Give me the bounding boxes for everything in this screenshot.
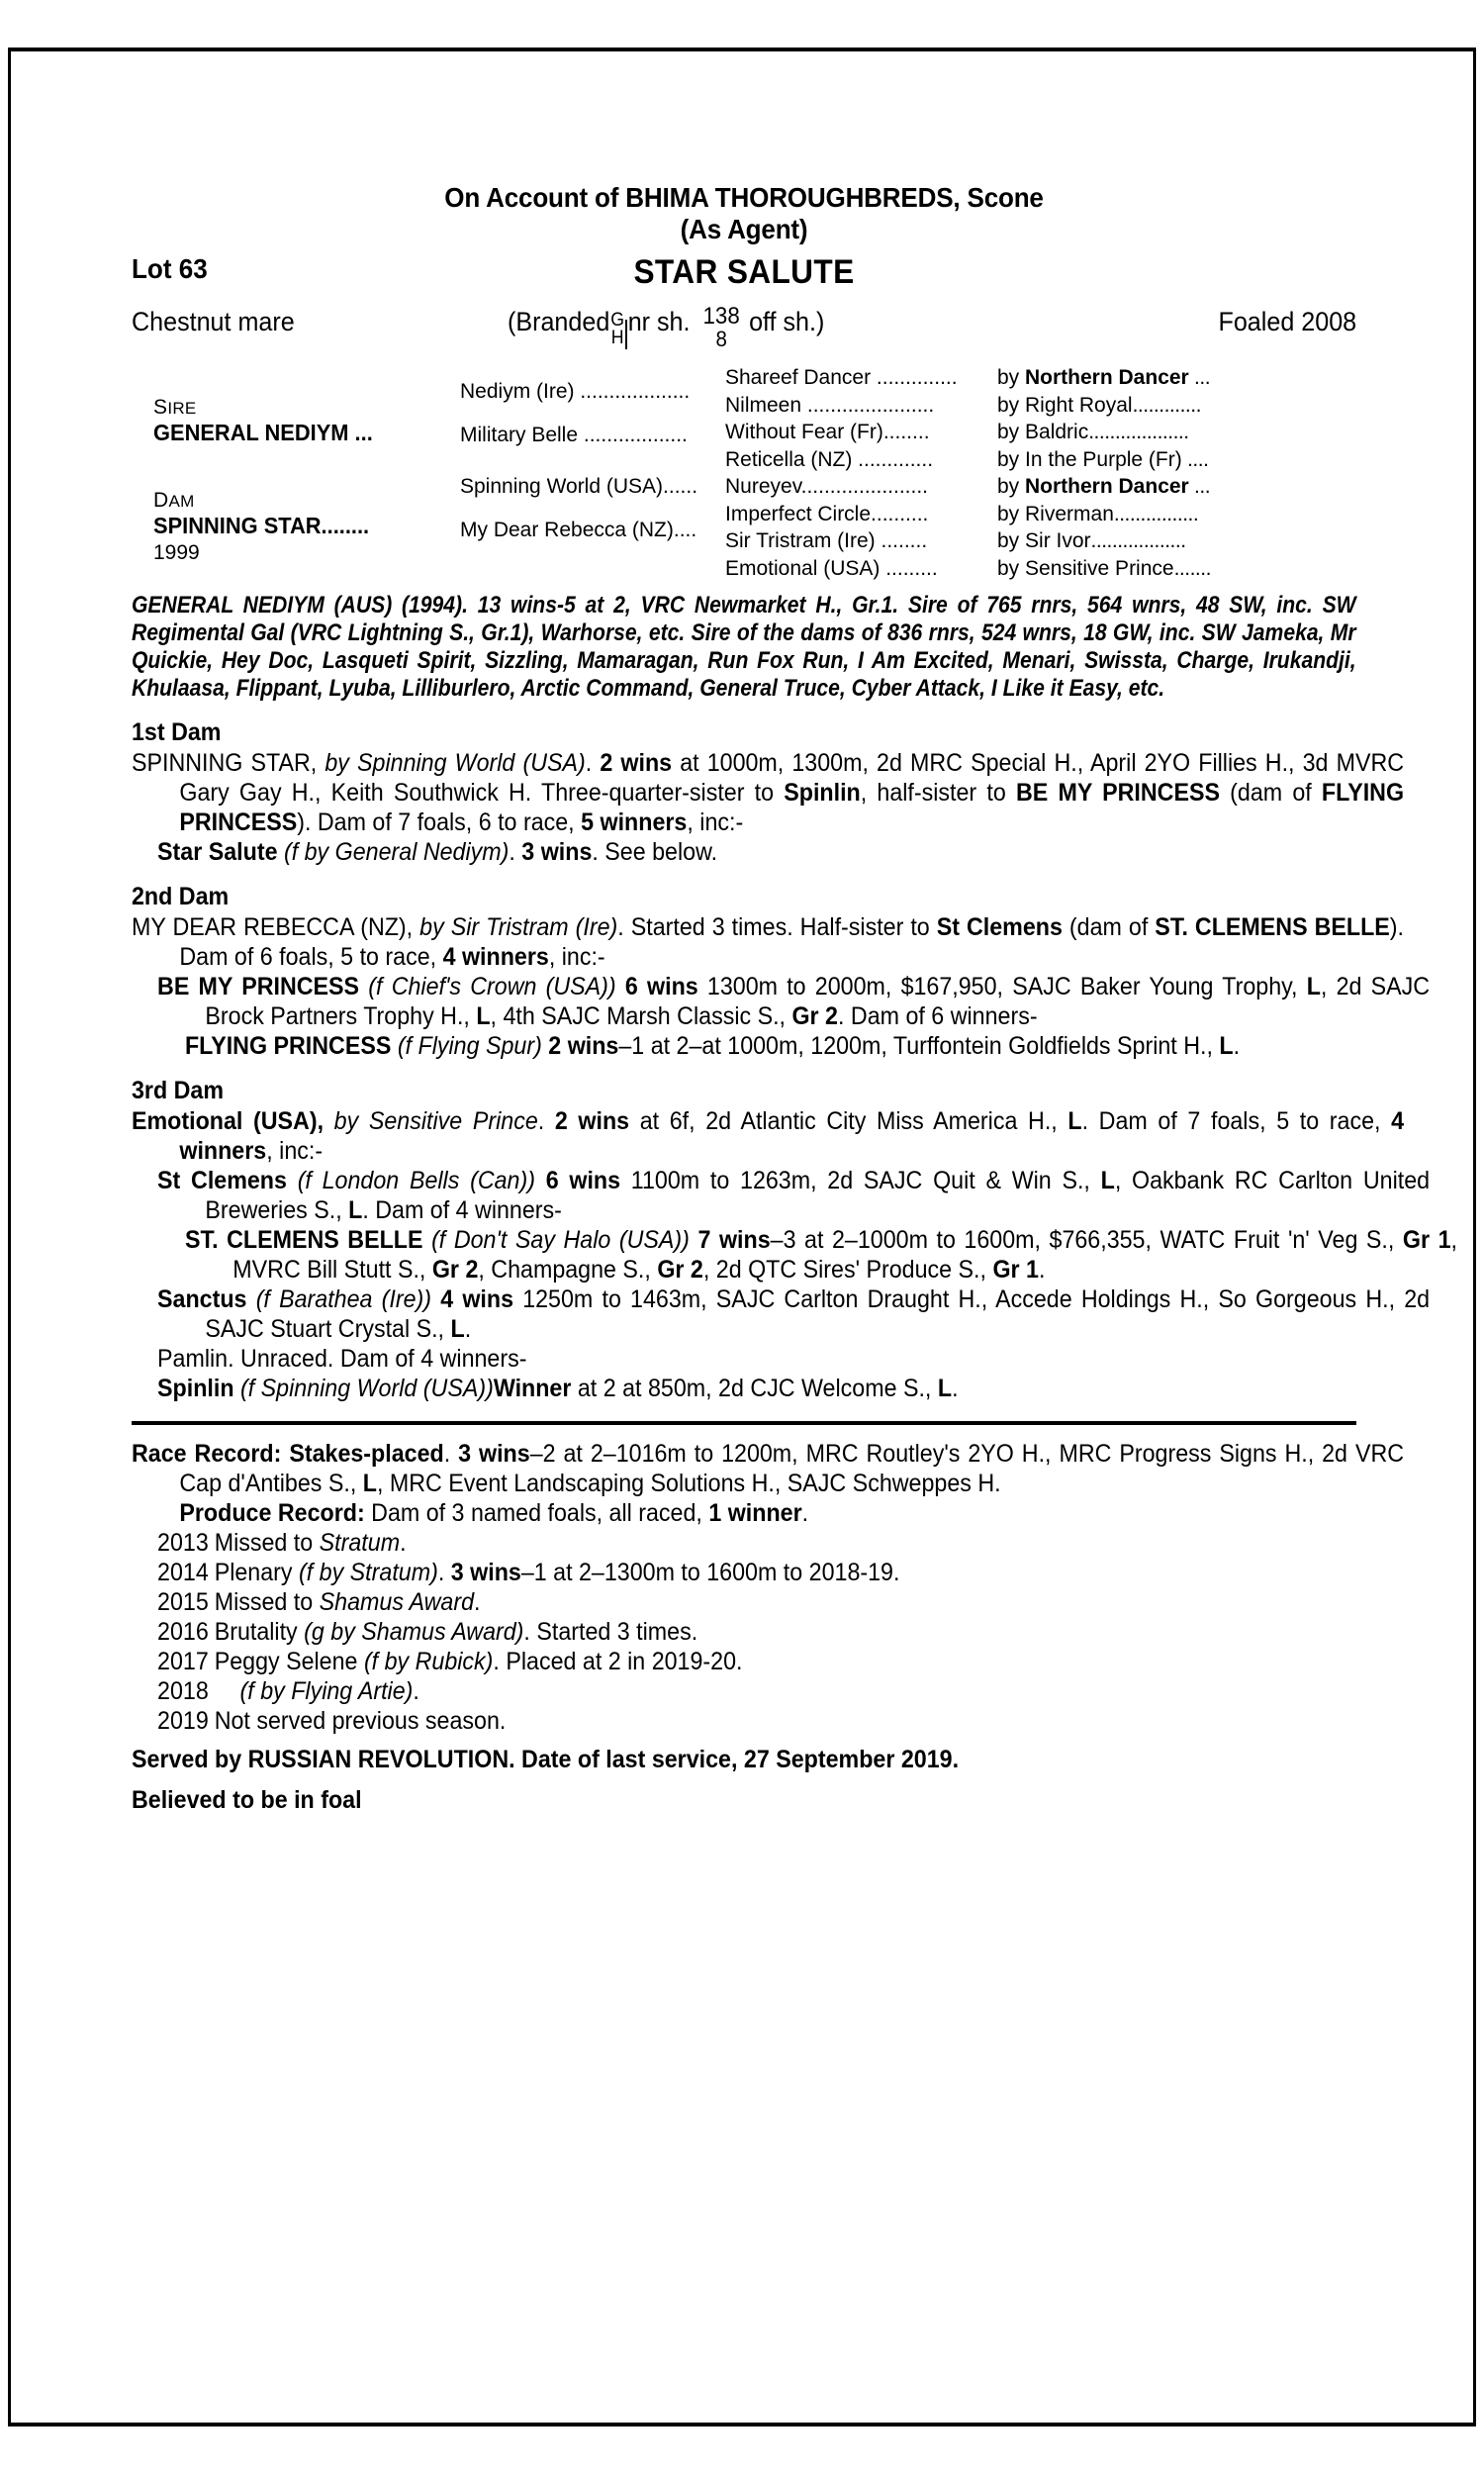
first-dam-heading: 1st Dam xyxy=(132,717,222,746)
t: . Started 3 times. Half-sister to xyxy=(617,912,937,941)
produce-record-paragraph xyxy=(132,1498,1404,1528)
ggp-dots: ................... xyxy=(1088,421,1189,444)
ggp-sire-line xyxy=(997,475,1356,499)
ggp-sire: Sensitive Prince xyxy=(1025,556,1174,580)
race-record-label: Race Record: Stakes-placed xyxy=(132,1439,444,1468)
pedigree-gp-dams-dam: My Dear Rebecca (NZ).... xyxy=(460,519,697,542)
served-by-line: Served by RUSSIAN REVOLUTION. Date of last service, 27 September 2019. xyxy=(132,1745,960,1773)
first-dam-paragraph xyxy=(132,748,1404,837)
first-dam-name: SPINNING STAR, xyxy=(132,748,318,777)
foaled-year: Foaled 2008 xyxy=(1218,307,1356,337)
account-line-2: (As Agent) xyxy=(680,214,808,245)
progeny-wins: 6 wins xyxy=(615,972,698,1000)
ggp-name: Reticella (NZ) ............. xyxy=(725,447,934,471)
sire-label xyxy=(153,396,384,420)
ggp-by: by xyxy=(997,475,1026,499)
produce-name: Not served previous season. xyxy=(214,1706,507,1735)
produce-name: Plenary xyxy=(214,1558,299,1586)
pedigree-table xyxy=(132,366,1356,586)
grade-badge: L xyxy=(450,1314,465,1343)
ggp-dots: ... xyxy=(1188,475,1211,499)
lot-and-name-row xyxy=(132,253,1356,297)
brand-side-near: nr sh. xyxy=(627,307,691,337)
brand-number-fraction xyxy=(703,305,740,350)
brand-prefix: (Branded xyxy=(508,307,610,337)
t: , 2d SAJC Brock Partners Trophy H., xyxy=(205,972,1431,1030)
ggp-by: by xyxy=(997,393,1026,417)
t: . Dam of 4 winners- xyxy=(362,1195,562,1224)
produce-record-winner: 1 winner xyxy=(708,1498,802,1527)
t: , inc:- xyxy=(687,808,744,836)
grade-badge: L xyxy=(937,1374,953,1402)
in-foal-line: Believed to be in foal xyxy=(132,1785,362,1814)
progeny-st-clemens xyxy=(132,1166,1430,1225)
sire-summary: GENERAL NEDIYM (AUS) (1994). 13 wins-5 at 2, VRC Newmarket H., Gr.1. Sire of 765 rnrs, 564 wnrs, 48 SW, inc. SW Regimental Gal (VRC Lightning S., Gr.1), Warhorse, etc. Sire of the dams of 836 rnrs, 524 wnrs, 18 GW, inc. SW Jameka, Mr Quickie, Hey Doc, Lasqueti Spirit, Sizzling, Mamaragan, Run Fox Run, I Am Excited, Menari, Swissta, Charge, Irukandji, Khulaasa, Flippant, Lyuba, Lilliburlero, Arctic Command, General Truce, Cyber Attack, I Like it Easy, etc. xyxy=(132,592,1356,702)
produce-year: 2017 xyxy=(157,1647,209,1675)
page-content xyxy=(132,182,1457,1815)
pedigree-ggp-row xyxy=(725,529,1356,557)
brand-denominator: 8 xyxy=(715,327,727,352)
produce-name: Brutality xyxy=(214,1617,305,1646)
produce-sire: (f by Stratum) xyxy=(298,1558,438,1586)
ggp-sire-line xyxy=(997,421,1356,444)
produce-sire: Shamus Award xyxy=(319,1587,475,1616)
ggp-dots: ................ xyxy=(1113,502,1199,525)
t: . xyxy=(464,1314,472,1343)
grade-badge: Gr 2 xyxy=(431,1255,479,1284)
produce-tail: . Started 3 times. xyxy=(523,1617,698,1646)
pedigree-gp-dams-sire: Spinning World (USA)...... xyxy=(460,475,698,499)
t: . xyxy=(585,748,601,777)
first-dam-winners: 5 winners xyxy=(581,808,688,836)
ggp-by: by xyxy=(997,556,1026,580)
produce-tail: . xyxy=(413,1676,419,1705)
produce-entry xyxy=(132,1558,1382,1587)
produce-mid: . xyxy=(437,1558,451,1586)
second-dam-name: MY DEAR REBECCA (NZ), xyxy=(132,912,414,941)
section-divider xyxy=(132,1421,1356,1425)
produce-entry xyxy=(132,1647,1382,1676)
pedigree-gp-sires-sire: Nediym (Ire) ................... xyxy=(460,380,691,404)
grade-badge: L xyxy=(348,1195,363,1224)
t: , MRC Event Landscaping Solutions H., SAJC Schweppes H. xyxy=(376,1469,1001,1497)
ggp-sire: In the Purple (Fr) xyxy=(1025,447,1182,471)
dam-name: SPINNING STAR........ xyxy=(153,513,370,539)
ggp-sire: Northern Dancer xyxy=(1025,366,1189,390)
pedigree-ggp-row xyxy=(725,503,1356,530)
first-dam-progeny xyxy=(132,837,1430,867)
progeny-wins: 7 wins xyxy=(689,1225,771,1254)
t: . Dam of 7 foals, 5 to race, xyxy=(1081,1106,1392,1135)
produce-year: 2018 xyxy=(157,1676,209,1705)
ggp-dots: ... xyxy=(1188,366,1211,390)
produce-sire: (g by Shamus Award) xyxy=(304,1617,524,1646)
t: Dam of 3 named foals, all raced, xyxy=(364,1498,709,1527)
ggp-sire-line xyxy=(997,448,1356,472)
pedigree-ggp-row xyxy=(725,394,1356,422)
ggp-sire: Northern Dancer xyxy=(1025,475,1189,499)
t: 1250m to 1463m, SAJC Carlton Draught H., Accede Holdings H., So Gorgeous H., 2d SAJC Stuart Crystal S., xyxy=(205,1285,1431,1343)
t: . xyxy=(952,1374,959,1402)
ggp-dots: .... xyxy=(1181,447,1209,471)
dam-label-cap: D xyxy=(153,489,169,513)
progeny-pamlin: Pamlin. Unraced. Dam of 4 winners- xyxy=(157,1344,527,1373)
ggp-dots: ............. xyxy=(1132,393,1201,417)
t: . xyxy=(1038,1255,1046,1284)
t: , 4th SAJC Marsh Classic S., xyxy=(490,1001,792,1030)
progeny-wins: 2 wins xyxy=(541,1031,619,1060)
t: –1 at 2–at 1000m, 1200m, Turffontein Goldfields Sprint H., xyxy=(618,1031,1220,1060)
ggp-name: Without Fear (Fr)........ xyxy=(725,421,930,444)
produce-entry xyxy=(132,1587,1382,1617)
produce-year: 2016 xyxy=(157,1617,209,1646)
grade-badge: L xyxy=(1306,972,1321,1000)
t: , Oakbank RC Carlton United Breweries S., xyxy=(205,1166,1431,1224)
ggp-sire: Riverman xyxy=(1025,502,1114,525)
pedigree-ggp-row xyxy=(725,366,1356,394)
ggp-dots: ....... xyxy=(1173,556,1211,580)
grade-badge: Gr 1 xyxy=(992,1255,1039,1284)
t: 1100m to 1263m, 2d SAJC Quit & Win S., xyxy=(620,1166,1101,1194)
produce-name: Missed to xyxy=(214,1528,320,1557)
t: . xyxy=(443,1439,459,1468)
relative-flying-princess: FLYING PRINCESS xyxy=(179,778,1405,836)
grade-badge: L xyxy=(1219,1031,1234,1060)
sire-label-cap: S xyxy=(153,396,168,420)
t: at 1000m, 1300m, 2d MRC Special H., April 2YO Fillies H., 3d MVRC Gary Gay H., Keith Southwick H. Three-quarter-sister to xyxy=(179,748,1405,807)
produce-year: 2014 xyxy=(157,1558,209,1586)
t: –2 at 2–1016m to 1200m, MRC Routley's 2YO H., MRC Progress Signs H., 2d VRC Cap d'Antibes S., xyxy=(179,1439,1405,1497)
ggp-by: by xyxy=(997,529,1026,553)
t: . xyxy=(801,1498,809,1527)
brand-side-off: off sh.) xyxy=(749,307,825,337)
t: at 2 at 850m, 2d CJC Welcome S., xyxy=(571,1374,938,1402)
brand-vertical-bar-icon xyxy=(625,320,627,349)
brand-description xyxy=(508,303,825,357)
progeny-st-clemens-belle xyxy=(132,1225,1457,1285)
race-record-paragraph xyxy=(132,1439,1404,1498)
third-dam-heading: 3rd Dam xyxy=(132,1076,225,1104)
third-dam-winners: 4 winners xyxy=(179,1106,1405,1165)
ggp-name: Imperfect Circle.......... xyxy=(725,502,929,525)
produce-tail: . Placed at 2 in 2019-20. xyxy=(493,1647,743,1675)
progeny-name: St Clemens xyxy=(157,1166,287,1194)
pedigree-ggp-row xyxy=(725,421,1356,448)
produce-tail: . xyxy=(400,1528,407,1557)
t: 1300m to 2000m, $167,950, SAJC Baker Young Trophy, xyxy=(697,972,1307,1000)
t: , inc:- xyxy=(548,942,605,971)
grade-badge: Gr 2 xyxy=(791,1001,838,1030)
race-record-wins: 3 wins xyxy=(458,1439,530,1468)
produce-sire: (f by Flying Artie) xyxy=(214,1676,414,1705)
first-dam-wins: 2 wins xyxy=(600,748,673,777)
brand-numerator: 138 xyxy=(702,303,740,331)
description-row xyxy=(132,301,1356,350)
relative-be-my-princess: BE MY PRINCESS xyxy=(1015,778,1220,807)
produce-entry xyxy=(132,1706,1382,1736)
ggp-sire-line xyxy=(997,529,1356,553)
catalogue-page xyxy=(8,48,1476,2426)
progeny-sire: (f Flying Spur) xyxy=(391,1031,542,1060)
progeny-flying-princess xyxy=(132,1031,1457,1061)
dam-label xyxy=(153,489,381,513)
produce-sire: Stratum xyxy=(319,1528,401,1557)
produce-record-label: Produce Record: xyxy=(179,1498,365,1527)
progeny-be-my-princess xyxy=(132,972,1430,1031)
third-dam-by: by Sensitive Prince xyxy=(324,1106,538,1135)
progeny-sire: (f Spinning World (USA)) xyxy=(233,1374,494,1402)
t: . See below. xyxy=(592,837,718,866)
third-dam-wins: 2 wins xyxy=(554,1106,630,1135)
brand-top-letter: G xyxy=(610,310,624,332)
produce-year: 2015 xyxy=(157,1587,209,1616)
progeny-wins: 3 wins xyxy=(521,837,593,866)
pedigree-gp-sires-dam: Military Belle .................. xyxy=(460,424,688,447)
relative-st-clemens: St Clemens xyxy=(936,912,1063,941)
produce-tail: . xyxy=(474,1587,481,1616)
grade-badge: L xyxy=(1067,1106,1082,1135)
ggp-by: by xyxy=(997,447,1026,471)
produce-sire: (f by Rubick) xyxy=(363,1647,494,1675)
sire-name: GENERAL NEDIYM ... xyxy=(153,420,373,446)
grade-badge: Gr 2 xyxy=(657,1255,703,1284)
account-line-1: On Account of BHIMA THOROUGHBREDS, Scone xyxy=(444,182,1044,213)
ggp-sire-line xyxy=(997,503,1356,526)
t: –3 at 2–1000m to 1600m, $766,355, WATC Fruit 'n' Veg S., xyxy=(770,1225,1403,1254)
pedigree-dam-block xyxy=(153,489,381,565)
progeny-name: Sanctus xyxy=(157,1285,247,1313)
ggp-dots: .................. xyxy=(1090,529,1186,553)
ggp-by: by xyxy=(997,502,1026,525)
t: . xyxy=(537,1106,555,1135)
ggp-name: Emotional (USA) ......... xyxy=(725,556,938,580)
second-dam-paragraph xyxy=(132,912,1404,972)
produce-year: 2019 xyxy=(157,1706,209,1735)
t: , inc:- xyxy=(266,1136,324,1165)
ggp-sire: Baldric xyxy=(1025,421,1089,444)
pedigree-sire-block xyxy=(153,396,384,446)
produce-entry xyxy=(132,1676,1382,1706)
grade-badge: L xyxy=(476,1001,491,1030)
relative-spinlin: Spinlin xyxy=(784,778,861,807)
t: . Dam of 6 winners- xyxy=(837,1001,1038,1030)
t: , 2d QTC Sires' Produce S., xyxy=(702,1255,993,1284)
ggp-by: by xyxy=(997,366,1026,390)
progeny-name: ST. CLEMENS BELLE xyxy=(184,1225,423,1254)
progeny-name: Star Salute xyxy=(157,837,278,866)
grade-badge: L xyxy=(362,1469,377,1497)
ggp-name: Shareef Dancer .............. xyxy=(725,366,958,390)
ggp-sire-line xyxy=(997,394,1356,418)
ggp-by: by xyxy=(997,421,1026,444)
produce-entry xyxy=(132,1617,1382,1647)
page-title: STAR SALUTE xyxy=(633,253,855,292)
produce-entry xyxy=(132,1528,1382,1558)
progeny-spinlin xyxy=(132,1374,1430,1403)
pedigree-ggp-row xyxy=(725,448,1356,476)
first-dam-by: by Spinning World (USA) xyxy=(317,748,586,777)
t: (dam of xyxy=(1219,778,1322,807)
third-dam-name: Emotional (USA), xyxy=(132,1106,325,1135)
t: , Champagne S., xyxy=(478,1255,658,1284)
t: at 6f, 2d Atlantic City Miss America H., xyxy=(629,1106,1068,1135)
progeny-sire: (f Chief's Crown (USA)) xyxy=(359,972,616,1000)
progeny-sanctus xyxy=(132,1285,1430,1344)
progeny-sire: (f Barathea (Ire)) xyxy=(246,1285,432,1313)
ggp-sire-line xyxy=(997,557,1356,581)
produce-year: 2013 xyxy=(157,1528,209,1557)
t: (dam of xyxy=(1062,912,1156,941)
t: ). Dam of 7 foals, 6 to race, xyxy=(297,808,582,836)
ggp-name: Nilmeen ...................... xyxy=(725,393,935,417)
second-dam-by: by Sir Tristram (Ire) xyxy=(413,912,618,941)
ggp-sire: Sir Ivor xyxy=(1025,529,1091,553)
pedigree-great-grandparents-column xyxy=(725,366,1356,584)
colour-sex: Chestnut mare xyxy=(132,307,295,337)
produce-tail: –1 at 2–1300m to 1600m to 2018-19. xyxy=(520,1558,900,1586)
ggp-name: Sir Tristram (Ire) ........ xyxy=(725,529,928,553)
second-dam-winners: 4 winners xyxy=(442,942,549,971)
progeny-wins: 6 wins xyxy=(534,1166,621,1194)
second-dam-heading: 2nd Dam xyxy=(132,882,230,910)
ggp-name: Nureyev...................... xyxy=(725,475,928,499)
progeny-wins: 4 wins xyxy=(431,1285,514,1313)
lot-number: Lot 63 xyxy=(132,253,208,285)
brand-glyph-icon xyxy=(610,310,627,352)
dam-label-rest: AM xyxy=(168,492,195,512)
dam-year: 1999 xyxy=(153,541,200,565)
progeny-name: FLYING PRINCESS xyxy=(184,1031,392,1060)
produce-wins: 3 wins xyxy=(450,1558,521,1586)
progeny-sire: (f Don't Say Halo (USA)) xyxy=(422,1225,690,1254)
ggp-sire: Right Royal xyxy=(1025,393,1133,417)
produce-name: Peggy Selene xyxy=(214,1647,364,1675)
brand-stack xyxy=(610,312,624,346)
progeny-name: Spinlin xyxy=(157,1374,234,1402)
t: , half-sister to xyxy=(860,778,1016,807)
account-heading xyxy=(174,182,1313,245)
progeny-sire: (f London Bells (Can)) xyxy=(286,1166,535,1194)
grade-badge: Gr 1 xyxy=(1402,1225,1451,1254)
produce-name: Missed to xyxy=(214,1587,320,1616)
grade-badge: L xyxy=(1100,1166,1115,1194)
progeny-name: BE MY PRINCESS xyxy=(157,972,360,1000)
t: , MVRC Bill Stutt S., xyxy=(232,1225,1457,1284)
sire-label-rest: IRE xyxy=(167,399,197,419)
brand-bottom-letter: H xyxy=(610,327,624,348)
progeny-wins: Winner xyxy=(493,1374,572,1402)
t: ). Dam of 6 foals, 5 to race, xyxy=(179,912,1405,971)
relative-st-clemens-belle: ST. CLEMENS BELLE xyxy=(1155,912,1390,941)
t: . xyxy=(1233,1031,1241,1060)
ggp-sire-line xyxy=(997,366,1356,390)
t: . xyxy=(509,837,522,866)
pedigree-ggp-row xyxy=(725,475,1356,503)
progeny-sire: (f by General Nediym) xyxy=(277,837,510,866)
pedigree-ggp-row xyxy=(725,557,1356,585)
third-dam-paragraph xyxy=(132,1106,1404,1166)
